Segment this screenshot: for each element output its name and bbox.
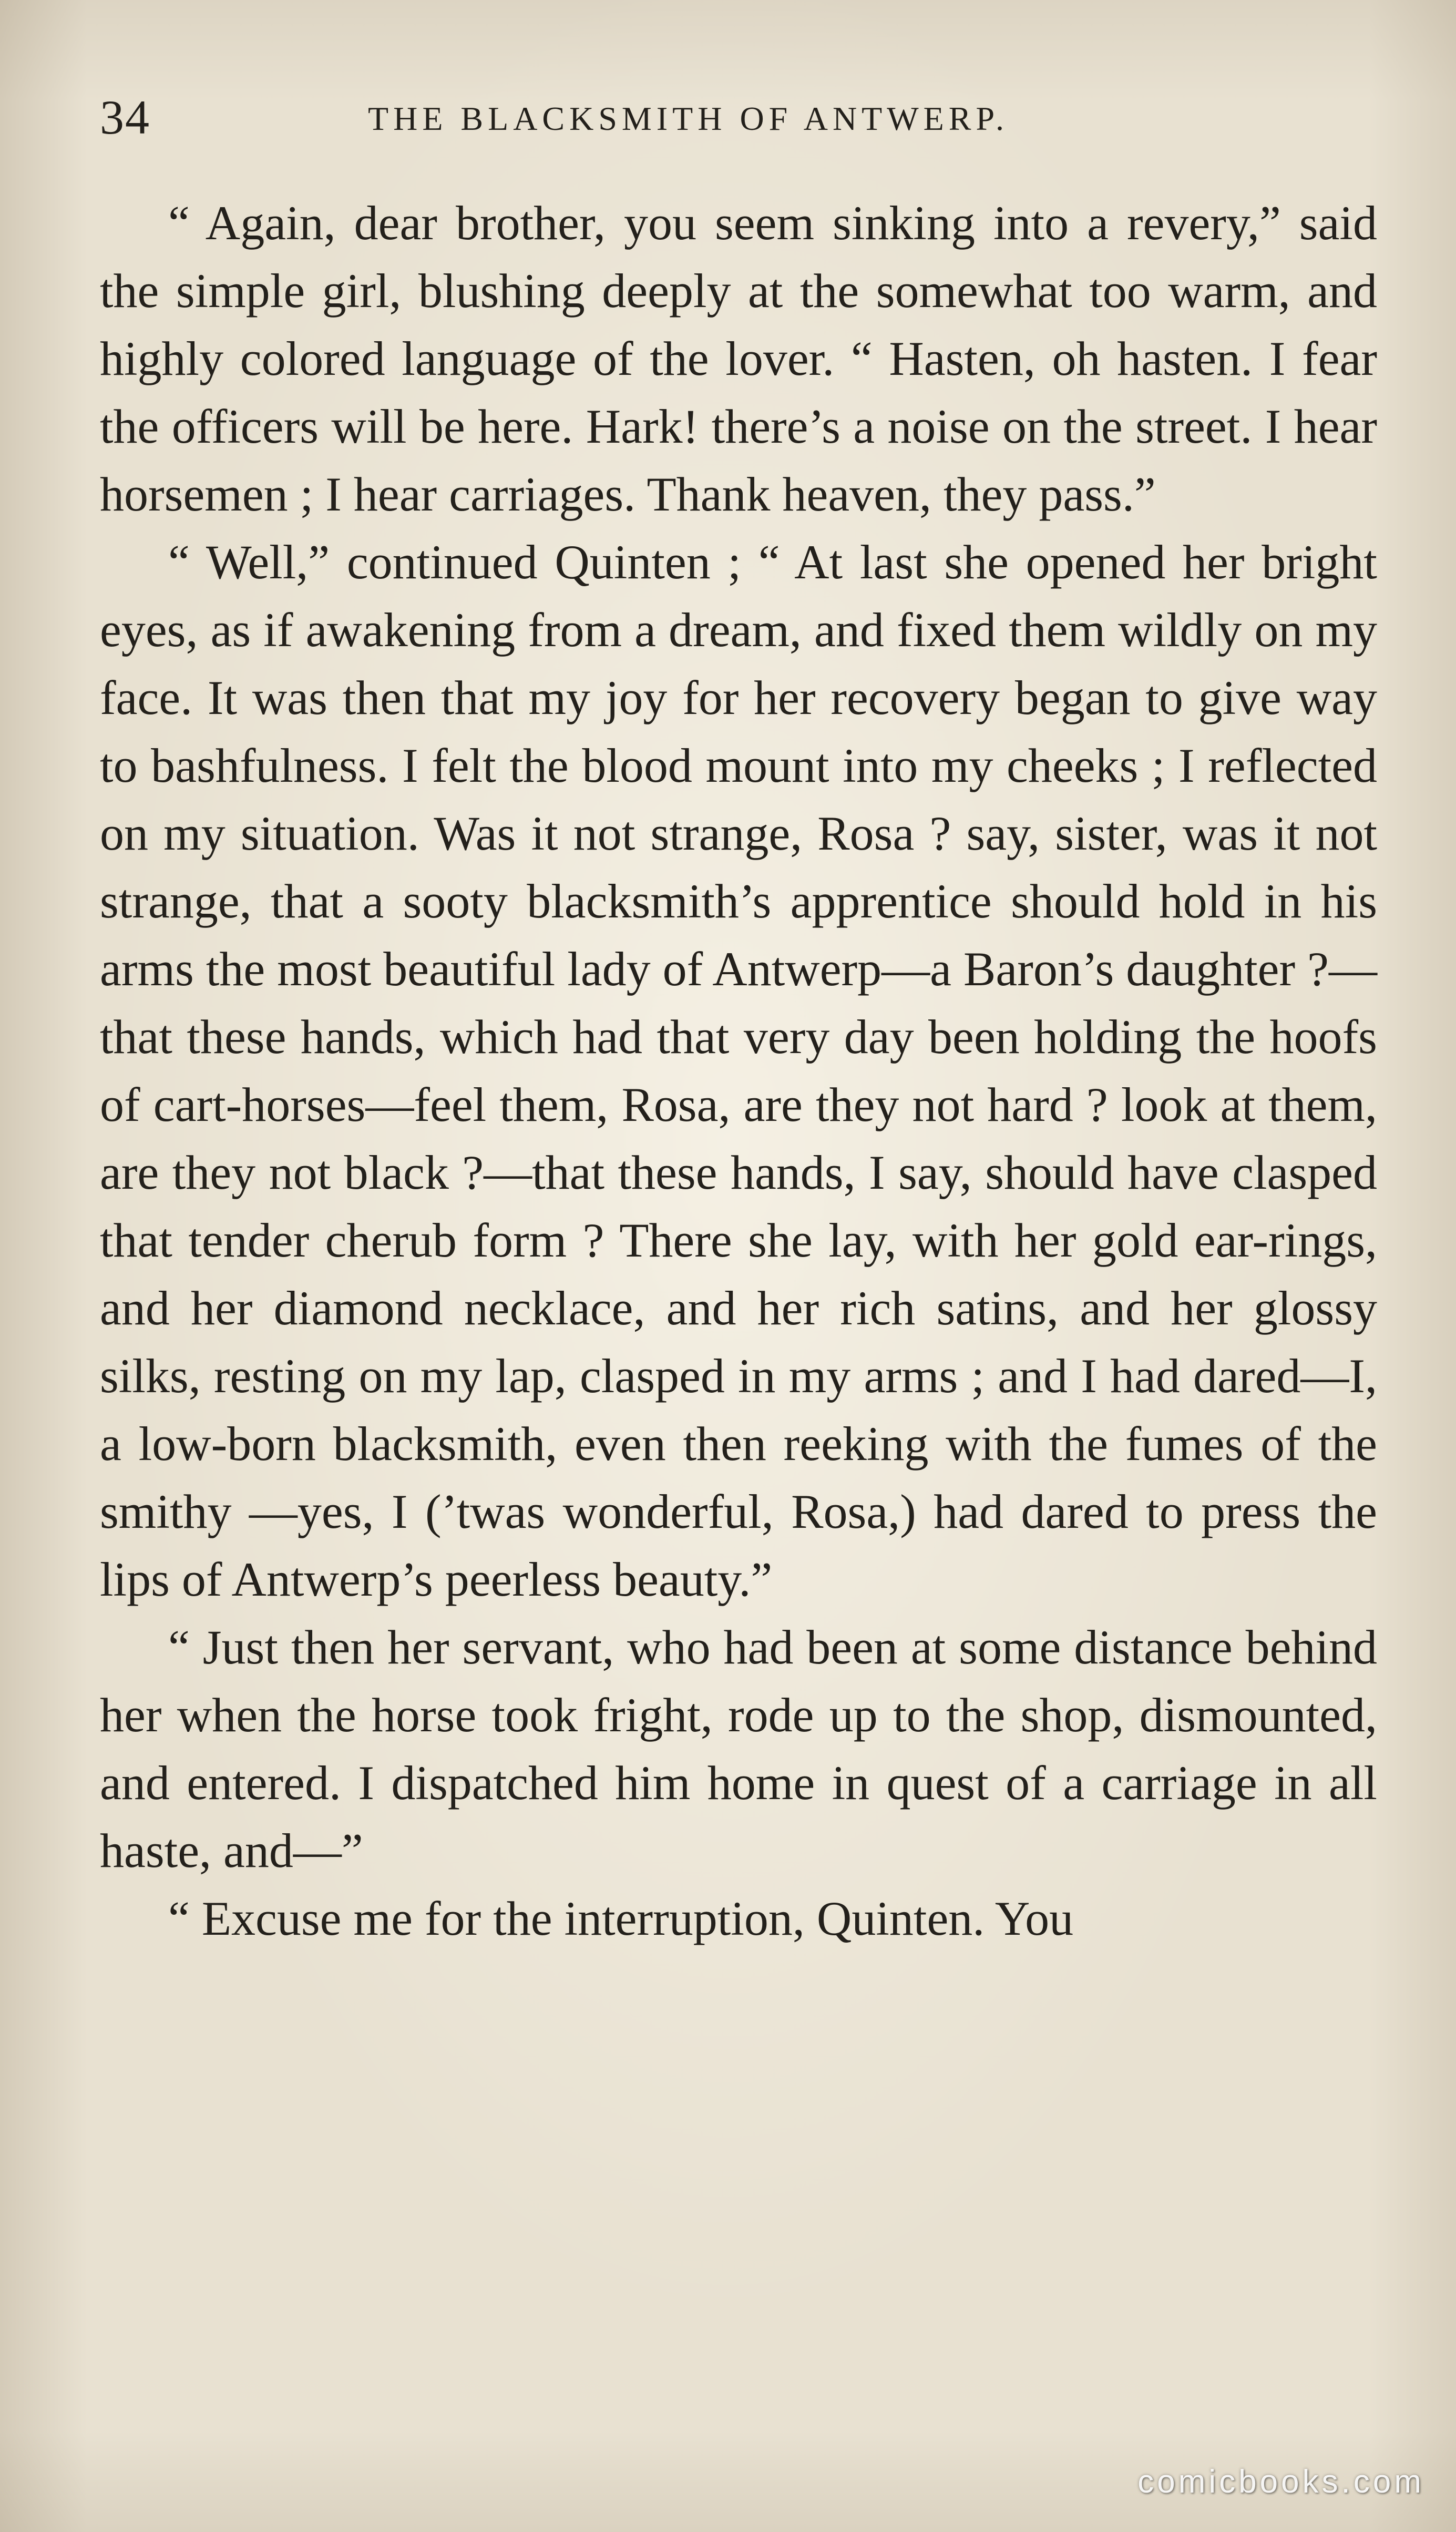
running-head [100,88,1372,146]
running-title: THE BLACKSMITH OF ANTWERP. [368,100,1009,137]
paragraph: “ Just then her servant, who had been at some distance behind her when the horse took fright, rode up to the shop, dismounted, and entered. I dispatched him home in quest of a carriage in all haste, and—” [100,1620,1377,1877]
watermark-logo: comicbooks.com [1137,2464,1424,2500]
page-number: 34 [100,90,150,144]
body-text [100,189,1377,1953]
paragraph: “ Excuse me for the interruption, Quinten. You [168,1892,1074,1945]
paragraph: “ Again, dear brother, you seem sinking into a revery,” said the simple girl, blushing deeply at the somewhat too warm, and highly colored language of the lover. “ Hasten, oh hasten. I fear the officers will be here. Hark! there’s a noise on the street. I hear horsemen ; I hear carriages. Thank heaven, they pass.” [100,196,1377,521]
paragraph: “ Well,” continued Quinten ; “ At last she opened her bright eyes, as if awakening from a dream, and fixed them wildly on my face. It was then that my joy for her recovery began to give way to bashfulness. I felt the blood mount into my cheeks ; I reflected on my situation. Was it not strange, Rosa ? say, sister, was it not strange, that a sooty blacksmith’s apprentice should hold in his arms the most beautiful lady of Antwerp—a Baron’s daughter ?—that these hands, which had that very day been holding the hoofs of cart-horses—feel them, Rosa, are they not hard ? look at them, are they not black ?—that these hands, I say, should have clasped that tender cherub form ? There she lay, with her gold ear-rings, and her diamond necklace, and her rich satins, and her glossy silks, resting on my lap, clasped in my arms ; and I had dared—I, a low-born blacksmith, even then reeking with the fumes of the smithy —yes, I (’twas wonderful, Rosa,) had dared to press the lips of Antwerp’s peerless beauty.” [100,535,1377,1606]
